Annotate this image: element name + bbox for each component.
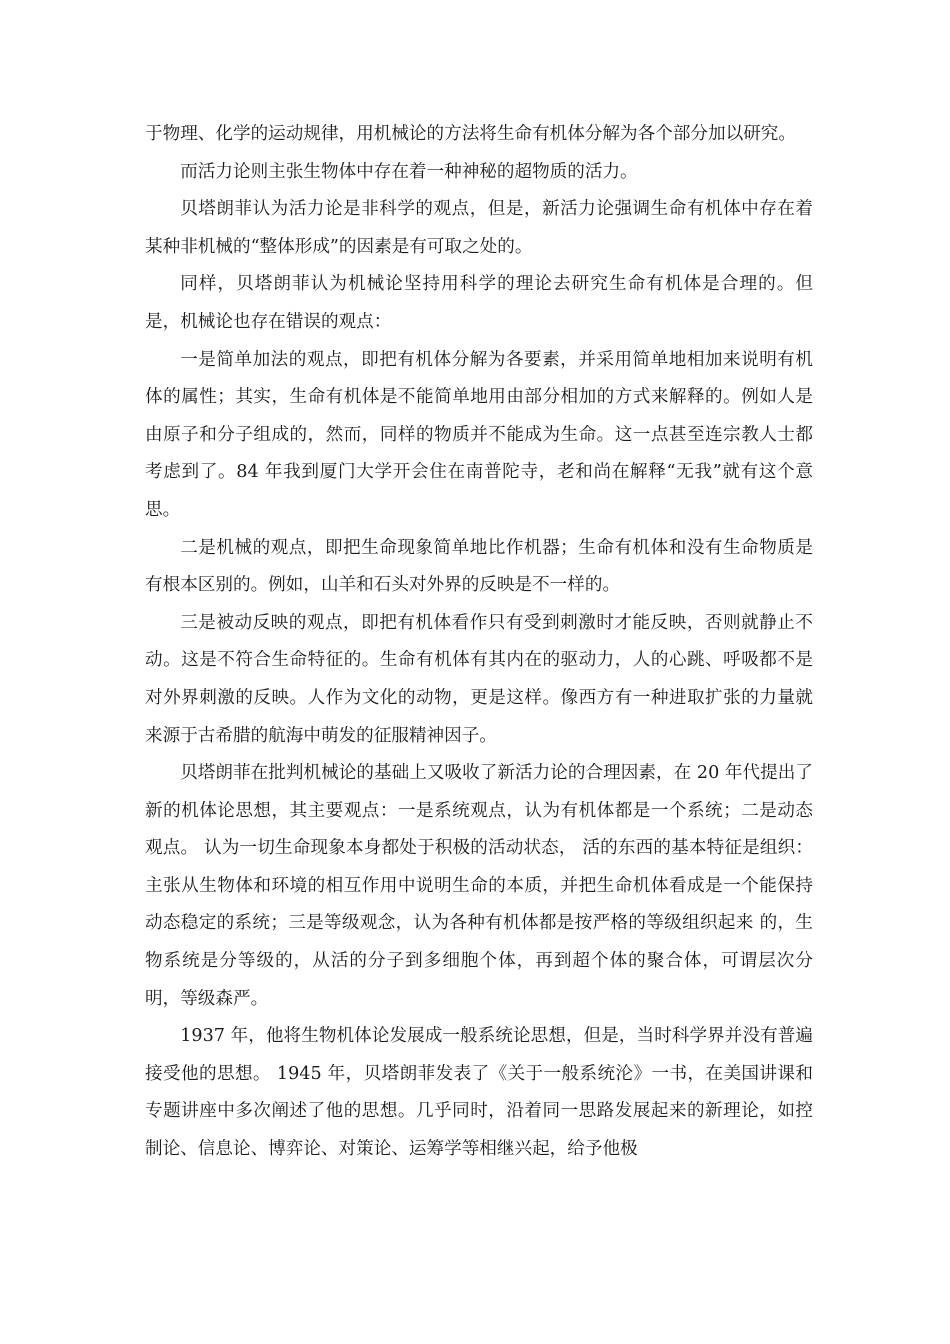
paragraph-point-one: 一是简单加法的观点，即把有机体分解为各要素，并采用简单地相加来说明有机体的属性；其实，生命有机体是不能简单地用由部分相加的方式来解释的。例如人是由原子和分子组成的，然而，同样的物质并不能成为生命。这一点甚至连宗教人士都考虑到了。84 年我到厦门大学开会住在南普陀寺，老和尚在解释“无我”就有这个意思。 <box>145 349 813 520</box>
paragraph-organicism: 贝塔朗菲在批判机械论的基础上又吸收了新活力论的合理因素，在 20 年代提出了新的机体论思想，其主要观点：一是系统观点，认为有机体都是一个系统；二是动态观点。 认为一切生命现象本身都处于积极的活动状态， 活的东西的基本特征是组织：主张从生物体和环境的相互作用中说明生命的本质，并把生命机体看成是一个能保持动态稳定的系统；三是等级观念，认为各种有机体都是按严格的等级组织起来 的，生物系统是分等级的，从活的分子到多细胞个体，再到超个体的聚合体，可谓层次分明，等级森严。 <box>145 763 813 1009</box>
paragraph-vitalism: 而活力论则主张生物体中存在着一种神秘的超物质的活力。 <box>180 161 638 182</box>
paragraph-general-systems: 1937 年，他将生物机体论发展成一般系统论思想，但是，当时科学界并没有普遍接受他的思想。 1945 年，贝塔朗菲发表了《关于一般系统沦》一书，在美国讲课和专题讲座中多次阐述了他的思想。几乎同时，沿着同一思路发展起来的新理论，如控制论、信息论、博弈论、对策论、运筹学等相继兴起，给予他极 <box>145 1026 813 1160</box>
paragraph-point-three: 三是被动反映的观点，即把有机体看作只有受到刺激时才能反映，否则就静止不动。这是不符合生命特征的。生命有机体有其内在的驱动力，人的心跳、呼吸都不是对外界刺激的反映。人作为文化的动物，更是这样。像西方有一种进取扩张的力量就来源于古希腊的航海中萌发的征服精神因子。 <box>145 612 813 746</box>
document-body <box>145 116 813 1169</box>
paragraph-continuation: 于物理、化学的运动规律，用机械论的方法将生命有机体分解为各个部分加以研究。 <box>145 124 796 144</box>
paragraph-neo-vitalism: 贝塔朗菲认为活力论是非科学的观点，但是，新活力论强调生命有机体中存在着某种非机械的“整体形成”的因素是有可取之处的。 <box>145 199 813 257</box>
paragraph-point-two: 二是机械的观点，即把生命现象简单地比作机器；生命有机体和没有生命物质是有根本区别的。例如，山羊和石头对外界的反映是不一样的。 <box>145 537 813 596</box>
paragraph-mechanism: 同样，贝塔朗菲认为机械论坚持用科学的理论去研究生命有机体是合理的。但是，机械论也存在错误的观点： <box>145 274 813 332</box>
